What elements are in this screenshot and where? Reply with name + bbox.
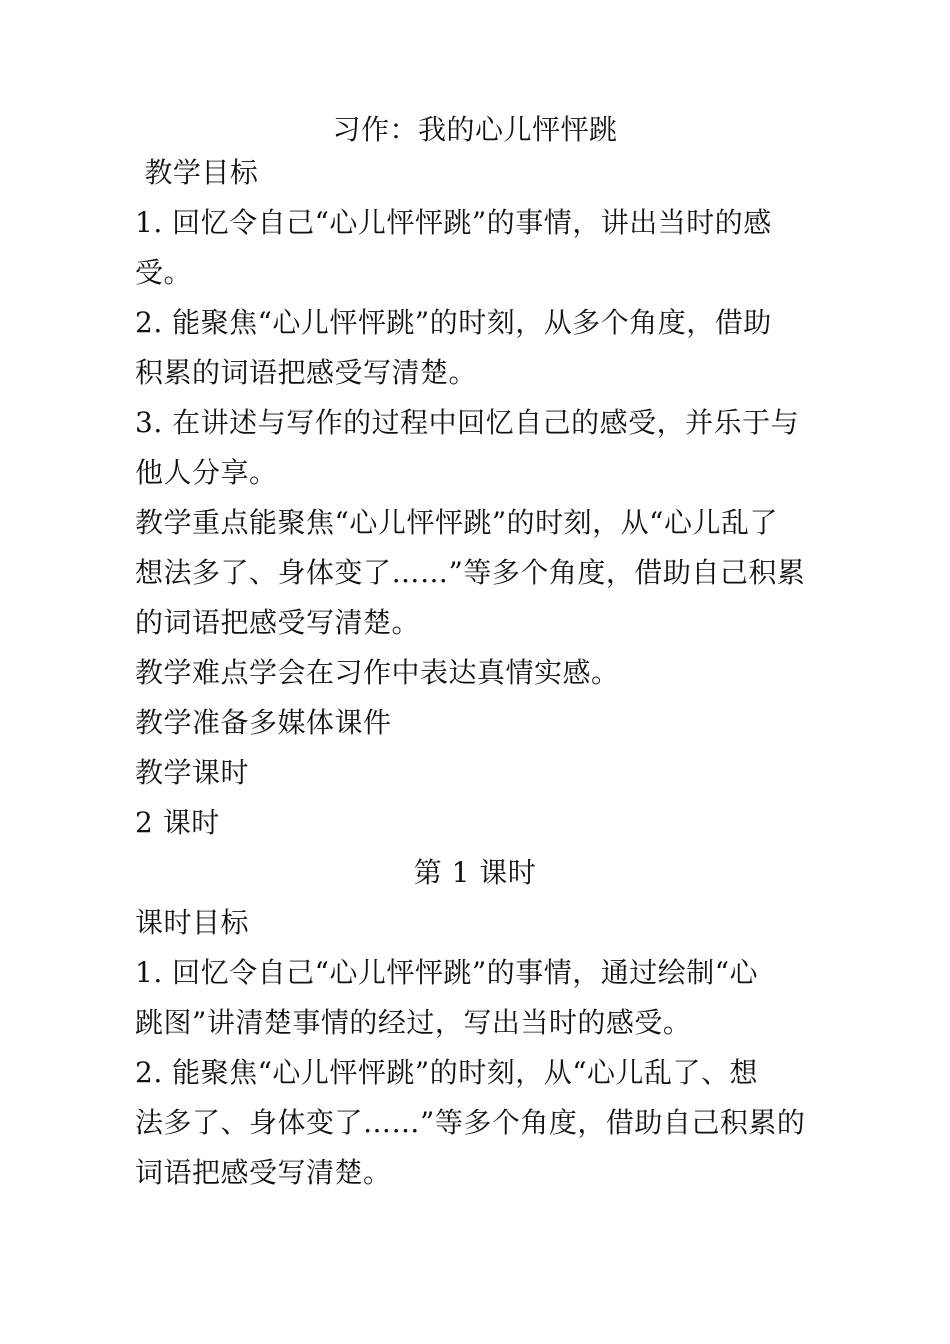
- text-line: 3. 在讲述与写作的过程中回忆自己的感受，并乐于与: [135, 406, 800, 439]
- text-line: 教学课时: [135, 756, 250, 789]
- text-line: 2. 能聚焦“心儿怦怦跳”的时刻，从“心儿乱了、想: [135, 1056, 759, 1089]
- text-line: 2 课时: [135, 806, 220, 839]
- text-line: 积累的词语把感受写清楚。: [135, 356, 478, 389]
- lesson-heading: 第 1 课时: [413, 856, 537, 889]
- text-line: 想法多了、身体变了……”等多个角度，借助自己积累: [135, 556, 806, 589]
- text-line: 2. 能聚焦“心儿怦怦跳”的时刻，从多个角度，借助: [135, 306, 772, 339]
- section-heading-lesson-objectives: 课时目标: [135, 906, 250, 939]
- text-line: 1. 回忆令自己“心儿怦怦跳”的事情，通过绘制“心: [135, 956, 759, 989]
- document-title: 习作：我的心儿怦怦跳: [332, 113, 618, 146]
- text-line: 教学重点能聚焦“心儿怦怦跳”的时刻，从“心儿乱了: [135, 506, 778, 539]
- text-line: 词语把感受写清楚。: [135, 1156, 392, 1189]
- text-line: 他人分享。: [135, 456, 278, 489]
- text-line: 跳图”讲清楚事情的经过，写出当时的感受。: [135, 1006, 692, 1039]
- text-line: 的词语把感受写清楚。: [135, 606, 421, 639]
- text-line: 受。: [135, 256, 193, 289]
- text-line: 1. 回忆令自己“心儿怦怦跳”的事情，讲出当时的感: [135, 206, 772, 239]
- text-line: 法多了、身体变了……”等多个角度，借助自己积累的: [135, 1106, 806, 1139]
- text-line: 教学难点学会在习作中表达真情实感。: [135, 656, 620, 689]
- text-line: 教学准备多媒体课件: [135, 706, 392, 739]
- section-heading-objectives: 教学目标: [135, 156, 259, 189]
